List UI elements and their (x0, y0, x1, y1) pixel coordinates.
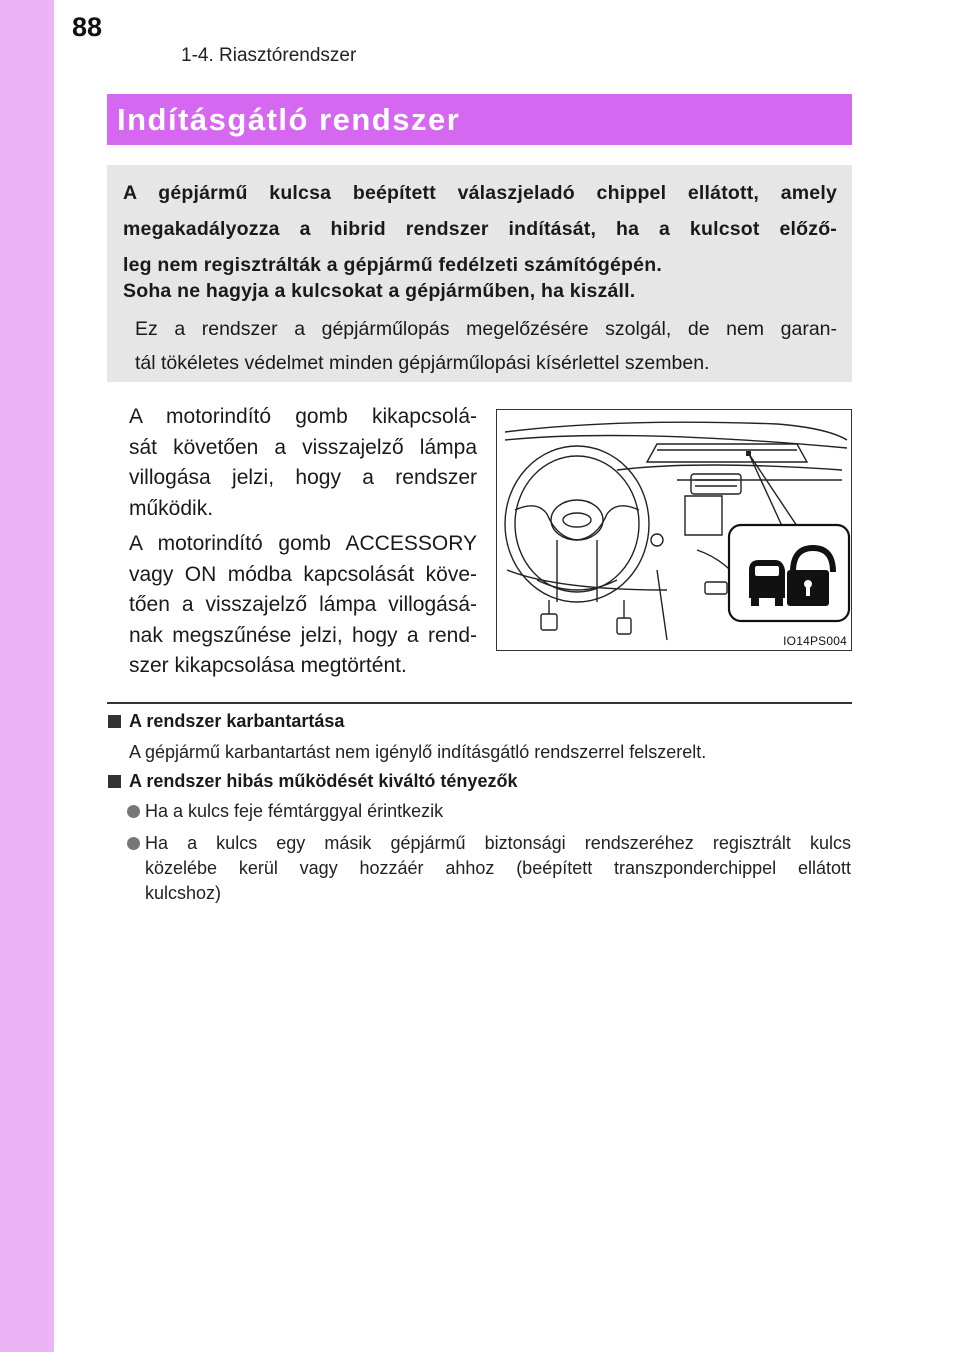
body-line: szer kikapcsolása megtörtént. (129, 654, 407, 677)
square-bullet-icon (108, 775, 121, 788)
list-item-line: Ha a kulcs egy másik gépjármű biztonsági rendszeréhez regisztrált kulcs (145, 833, 851, 853)
circle-bullet-icon (127, 805, 140, 818)
maintenance-heading-text: A rendszer karbantartása (129, 711, 345, 731)
dashboard-illustration (496, 409, 852, 651)
list-item-line: Ha a kulcs feje fémtárggyal érintkezik (145, 801, 444, 821)
body-line: működik. (129, 496, 214, 520)
list-item-text (145, 831, 851, 906)
dashboard-drawing (497, 410, 851, 650)
intro-box (107, 165, 852, 382)
intro-description (123, 175, 837, 283)
list-item-line: közelébe kerül vagy hozzáér ahhoz (beépített transzponderchippel ellátott (145, 858, 851, 878)
security-indicator-icon (729, 525, 849, 621)
malfunction-heading-text: A rendszer hibás működését kiváltó tényezők (129, 771, 518, 791)
body-line: vagy ON módba kapcsolását köve- (129, 562, 477, 586)
list-item (127, 831, 851, 906)
intro-note-line: Ez a rendszer a gépjárműlopás megelőzésére szolgál, de nem garan- (135, 318, 837, 340)
figure-code: IO14PS004 (783, 634, 847, 648)
circle-bullet-icon (127, 837, 140, 850)
list-item (127, 799, 851, 824)
malfunction-heading (108, 771, 517, 792)
square-bullet-icon (108, 715, 121, 728)
body-line: nak megszűnése jelzi, hogy a rend- (129, 623, 477, 647)
intro-note (135, 312, 837, 380)
chapter-side-tab (0, 0, 54, 1352)
intro-note-line: tál tökéletes védelmet minden gépjárműlopási kísérlettel szemben. (135, 352, 710, 374)
list-item-text (145, 799, 851, 824)
page-title: Indításgátló rendszer (117, 102, 461, 137)
title-bar (107, 94, 852, 145)
page-number: 88 (72, 12, 103, 42)
section-reference: 1-4. Riasztórendszer (181, 45, 357, 66)
intro-line: megakadályozza a hibrid rendszer indítását, ha a kulcsot előző- (123, 218, 837, 240)
body-paragraph-2 (129, 529, 477, 682)
intro-line: leg nem regisztrálták a gépjármű fedélzeti számítógépén. (123, 254, 662, 276)
maintenance-text: A gépjármű karbantartást nem igénylő indításgátló rendszerrel felszerelt. (129, 742, 707, 762)
body-line: A motorindító gomb kikapcsolá- (129, 405, 477, 428)
intro-warning: Soha ne hagyja a kulcsokat a gépjárműben, ha kiszáll. (123, 280, 636, 302)
section-divider (107, 702, 852, 704)
body-paragraph-1 (129, 402, 477, 524)
body-line: A motorindító gomb ACCESSORY (129, 532, 477, 555)
maintenance-heading (108, 711, 344, 732)
list-item-line: kulcshoz) (145, 883, 222, 903)
body-line: sát követően a visszajelző lámpa (129, 435, 477, 459)
body-line: tően a visszajelző lámpa villogásá- (129, 593, 477, 616)
intro-line: A gépjármű kulcsa beépített válaszjeladó chippel ellátott, amely (123, 182, 837, 204)
body-line: villogása jelzi, hogy a rendszer (129, 466, 477, 489)
